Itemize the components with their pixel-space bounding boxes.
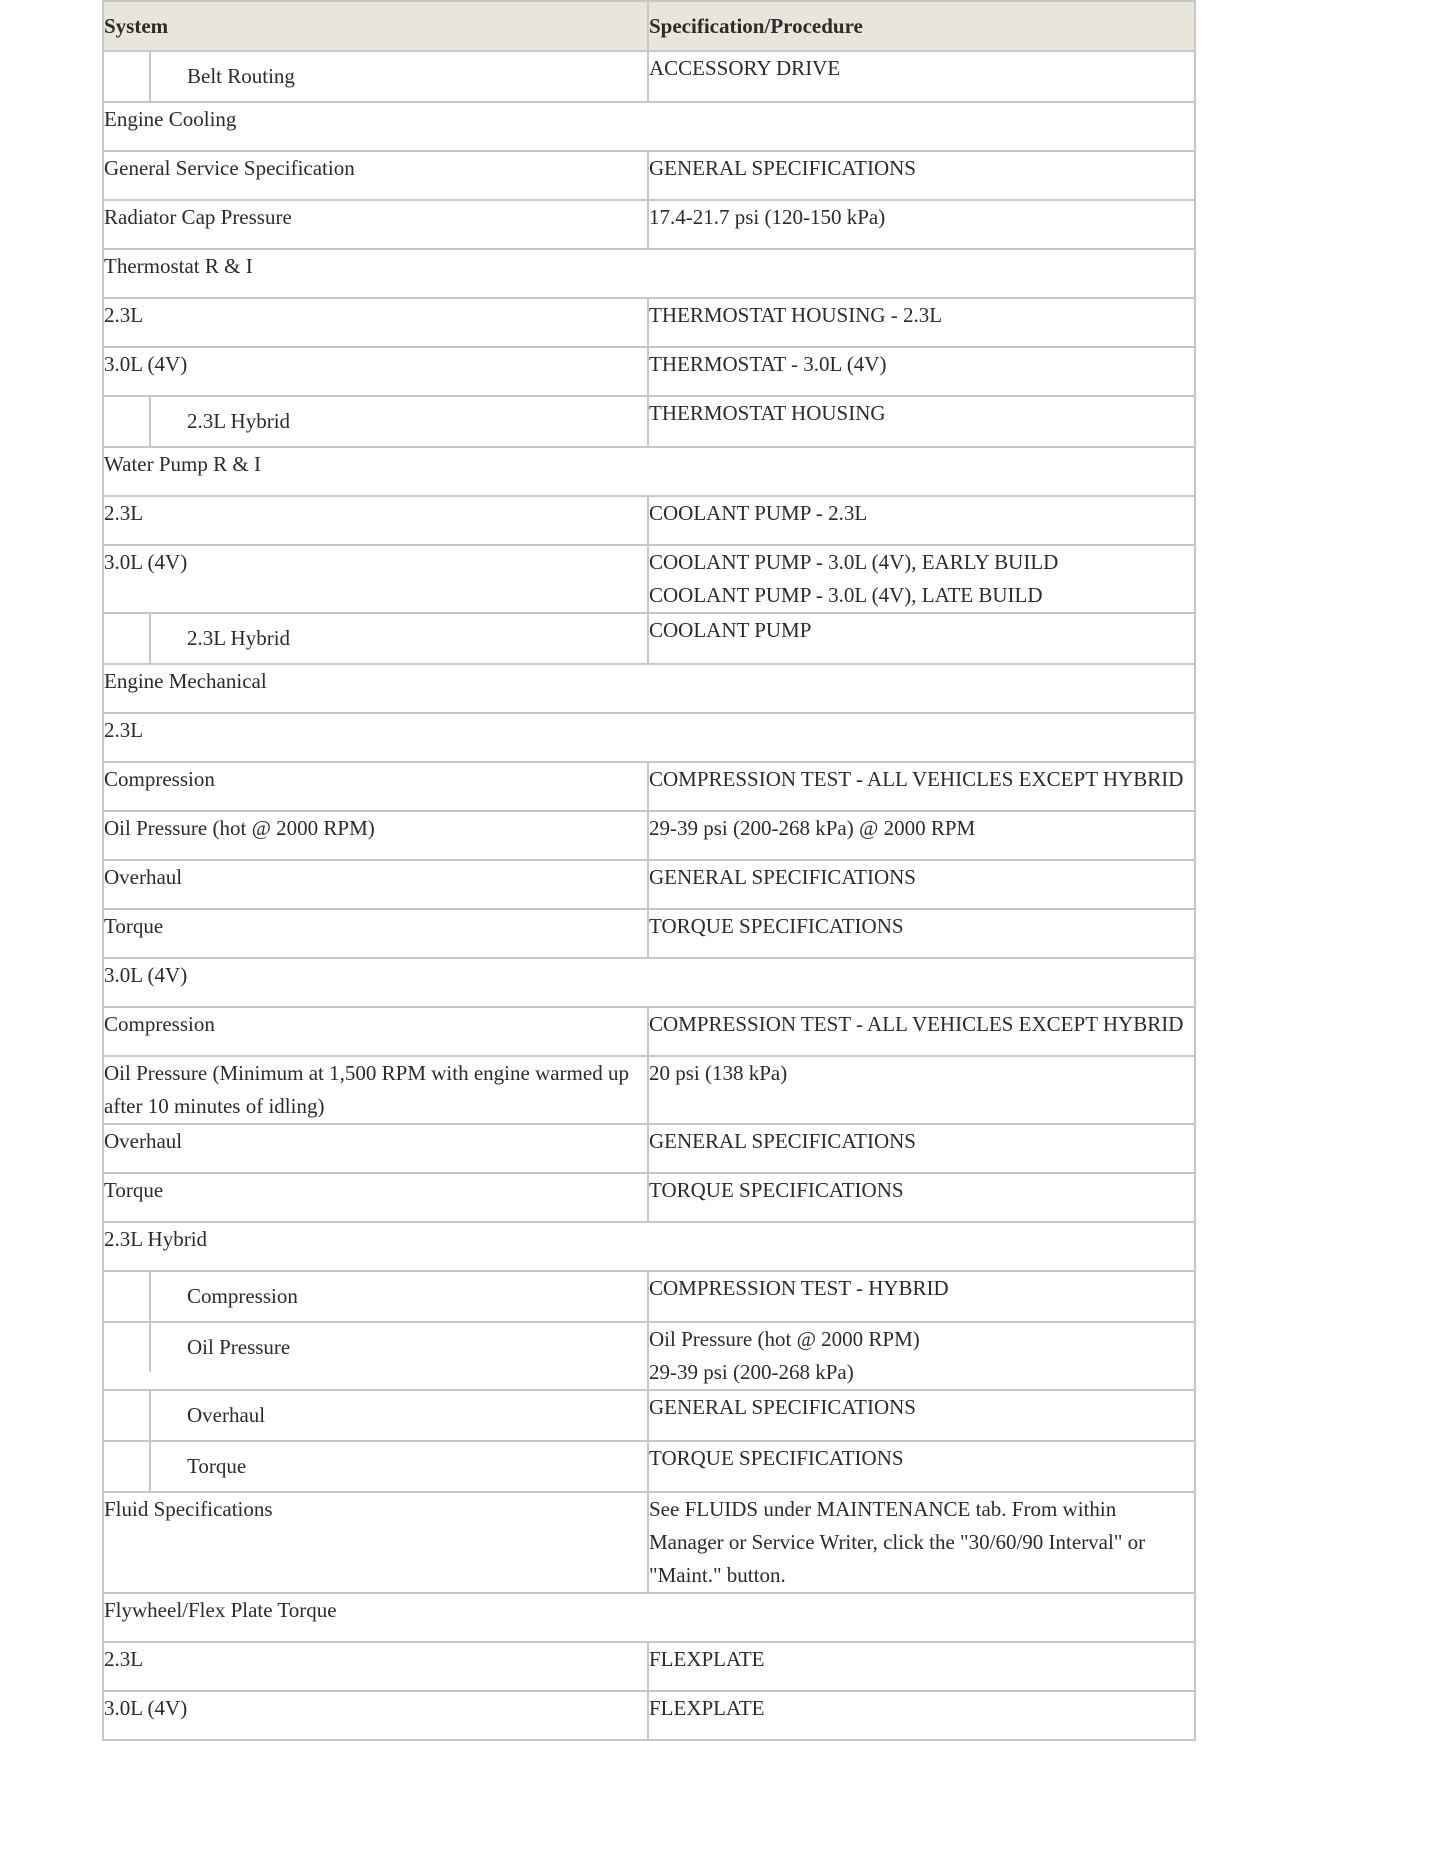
specification-cell	[648, 1173, 1195, 1222]
specification-value: TORQUE SPECIFICATIONS	[649, 1178, 904, 1202]
specification-value: TORQUE SPECIFICATIONS	[649, 914, 904, 938]
specification-value: GENERAL SPECIFICATIONS	[649, 865, 916, 889]
section-row	[103, 102, 1195, 151]
table-row	[103, 1124, 1195, 1173]
section-row	[103, 1593, 1195, 1642]
specification-value: COMPRESSION TEST - ALL VEHICLES EXCEPT HYBRID	[649, 767, 1184, 791]
section-label: 2.3L	[103, 713, 1195, 762]
specification-cell	[648, 200, 1195, 249]
section-row	[103, 664, 1195, 713]
specification-value: 29-39 psi (200-268 kPa)	[649, 1360, 854, 1384]
indent-strip	[104, 1323, 151, 1372]
specification-value: THERMOSTAT HOUSING - 2.3L	[649, 303, 943, 327]
specification-value: COOLANT PUMP	[649, 618, 812, 642]
header-specification: Specification/Procedure	[648, 1, 1195, 51]
specification-value: GENERAL SPECIFICATIONS	[649, 156, 916, 180]
system-label: Torque	[103, 909, 648, 958]
section-row	[103, 249, 1195, 298]
specification-cell	[648, 151, 1195, 200]
system-label: 3.0L (4V)	[103, 1691, 648, 1740]
specification-value: See FLUIDS under MAINTENANCE tab. From within Manager or Service Writer, click the "30/60/90 Interval" or "Maint." button.	[649, 1497, 1146, 1587]
specification-cell	[648, 1492, 1195, 1593]
indent-strip	[104, 614, 151, 663]
specification-value: Oil Pressure (hot @ 2000 RPM)	[649, 1327, 920, 1351]
table-header	[103, 1, 1195, 51]
table-row	[103, 811, 1195, 860]
system-cell	[103, 1441, 648, 1492]
section-row	[103, 958, 1195, 1007]
table-row	[103, 613, 1195, 664]
specification-value: THERMOSTAT - 3.0L (4V)	[649, 352, 887, 376]
table-row	[103, 1322, 1195, 1390]
indent-strip	[104, 1391, 151, 1440]
table-row	[103, 496, 1195, 545]
system-label: Oil Pressure (hot @ 2000 RPM)	[103, 811, 648, 860]
table-row	[103, 1642, 1195, 1691]
section-label: Engine Mechanical	[103, 664, 1195, 713]
specification-cell	[648, 762, 1195, 811]
specification-value: GENERAL SPECIFICATIONS	[649, 1129, 916, 1153]
system-label: 2.3L Hybrid	[187, 409, 291, 433]
section-row	[103, 713, 1195, 762]
specification-cell	[648, 396, 1195, 447]
specification-cell	[648, 347, 1195, 396]
section-label: 2.3L Hybrid	[103, 1222, 1195, 1271]
system-label: Torque	[187, 1454, 247, 1478]
specification-cell	[648, 1322, 1195, 1390]
table-row	[103, 1492, 1195, 1593]
section-label: Engine Cooling	[103, 102, 1195, 151]
specification-value: 17.4-21.7 psi (120-150 kPa)	[649, 205, 886, 229]
specification-cell	[648, 1642, 1195, 1691]
system-label: 2.3L Hybrid	[187, 626, 291, 650]
system-label: Radiator Cap Pressure	[103, 200, 648, 249]
system-label: Overhaul	[103, 860, 648, 909]
specification-value: COOLANT PUMP - 2.3L	[649, 501, 868, 525]
system-label: 3.0L (4V)	[103, 545, 648, 613]
section-label: Flywheel/Flex Plate Torque	[103, 1593, 1195, 1642]
header-system: System	[103, 1, 648, 51]
specification-cell	[648, 1691, 1195, 1740]
specification-cell	[648, 613, 1195, 664]
indent-strip	[104, 1272, 151, 1321]
system-label: General Service Specification	[103, 151, 648, 200]
table-row	[103, 1007, 1195, 1056]
table-row	[103, 51, 1195, 102]
system-label: 2.3L	[103, 1642, 648, 1691]
system-label: Overhaul	[187, 1403, 266, 1427]
table-row	[103, 396, 1195, 447]
table-row	[103, 298, 1195, 347]
specification-cell	[648, 1271, 1195, 1322]
specification-cell	[648, 1007, 1195, 1056]
system-label: Torque	[103, 1173, 648, 1222]
system-label: Compression	[103, 762, 648, 811]
specification-cell	[648, 298, 1195, 347]
section-row	[103, 447, 1195, 496]
specification-cell	[648, 545, 1195, 613]
specification-cell	[648, 811, 1195, 860]
table-row	[103, 200, 1195, 249]
table-row	[103, 860, 1195, 909]
specification-value: 20 psi (138 kPa)	[649, 1061, 788, 1085]
table-body	[103, 51, 1195, 1740]
table-row	[103, 1390, 1195, 1441]
system-label: Oil Pressure	[187, 1335, 291, 1359]
indent-strip	[104, 1442, 151, 1491]
system-cell	[103, 51, 648, 102]
system-cell	[103, 1322, 648, 1390]
system-cell	[103, 613, 648, 664]
system-label: Compression	[187, 1284, 298, 1308]
system-label: Fluid Specifications	[103, 1492, 648, 1593]
specification-value: ACCESSORY DRIVE	[649, 56, 841, 80]
table-row	[103, 909, 1195, 958]
specification-cell	[648, 860, 1195, 909]
specification-cell	[648, 496, 1195, 545]
system-label: Oil Pressure (Minimum at 1,500 RPM with engine warmed up after 10 minutes of idling)	[103, 1056, 648, 1124]
system-label: Compression	[103, 1007, 648, 1056]
specification-value: FLEXPLATE	[649, 1647, 765, 1671]
specification-value: 29-39 psi (200-268 kPa) @ 2000 RPM	[649, 816, 976, 840]
header-row	[103, 1, 1195, 51]
specification-value: THERMOSTAT HOUSING	[649, 401, 886, 425]
specification-cell	[648, 51, 1195, 102]
specification-value: COOLANT PUMP - 3.0L (4V), LATE BUILD	[649, 583, 1043, 607]
table-row	[103, 762, 1195, 811]
table-row	[103, 1173, 1195, 1222]
table-row	[103, 545, 1195, 613]
specification-value: TORQUE SPECIFICATIONS	[649, 1446, 904, 1470]
specifications-table	[102, 0, 1196, 1741]
specification-value: COOLANT PUMP - 3.0L (4V), EARLY BUILD	[649, 550, 1059, 574]
system-cell	[103, 396, 648, 447]
system-label: 2.3L	[103, 298, 648, 347]
table-row	[103, 347, 1195, 396]
specification-cell	[648, 1124, 1195, 1173]
system-label: 2.3L	[103, 496, 648, 545]
specification-cell	[648, 1390, 1195, 1441]
system-cell	[103, 1271, 648, 1322]
specification-value: FLEXPLATE	[649, 1696, 765, 1720]
specification-value: COMPRESSION TEST - ALL VEHICLES EXCEPT HYBRID	[649, 1012, 1184, 1036]
table-row	[103, 1441, 1195, 1492]
system-label: Belt Routing	[187, 64, 295, 88]
specification-cell	[648, 1441, 1195, 1492]
specification-value: GENERAL SPECIFICATIONS	[649, 1395, 916, 1419]
table-row	[103, 151, 1195, 200]
system-cell	[103, 1390, 648, 1441]
specification-cell	[648, 1056, 1195, 1124]
table-row	[103, 1056, 1195, 1124]
section-label: Thermostat R & I	[103, 249, 1195, 298]
system-label: Overhaul	[103, 1124, 648, 1173]
indent-strip	[104, 397, 151, 446]
system-label: 3.0L (4V)	[103, 347, 648, 396]
section-label: 3.0L (4V)	[103, 958, 1195, 1007]
specification-value: COMPRESSION TEST - HYBRID	[649, 1276, 949, 1300]
table-row	[103, 1691, 1195, 1740]
section-row	[103, 1222, 1195, 1271]
specification-cell	[648, 909, 1195, 958]
indent-strip	[104, 52, 151, 101]
table-row	[103, 1271, 1195, 1322]
section-label: Water Pump R & I	[103, 447, 1195, 496]
